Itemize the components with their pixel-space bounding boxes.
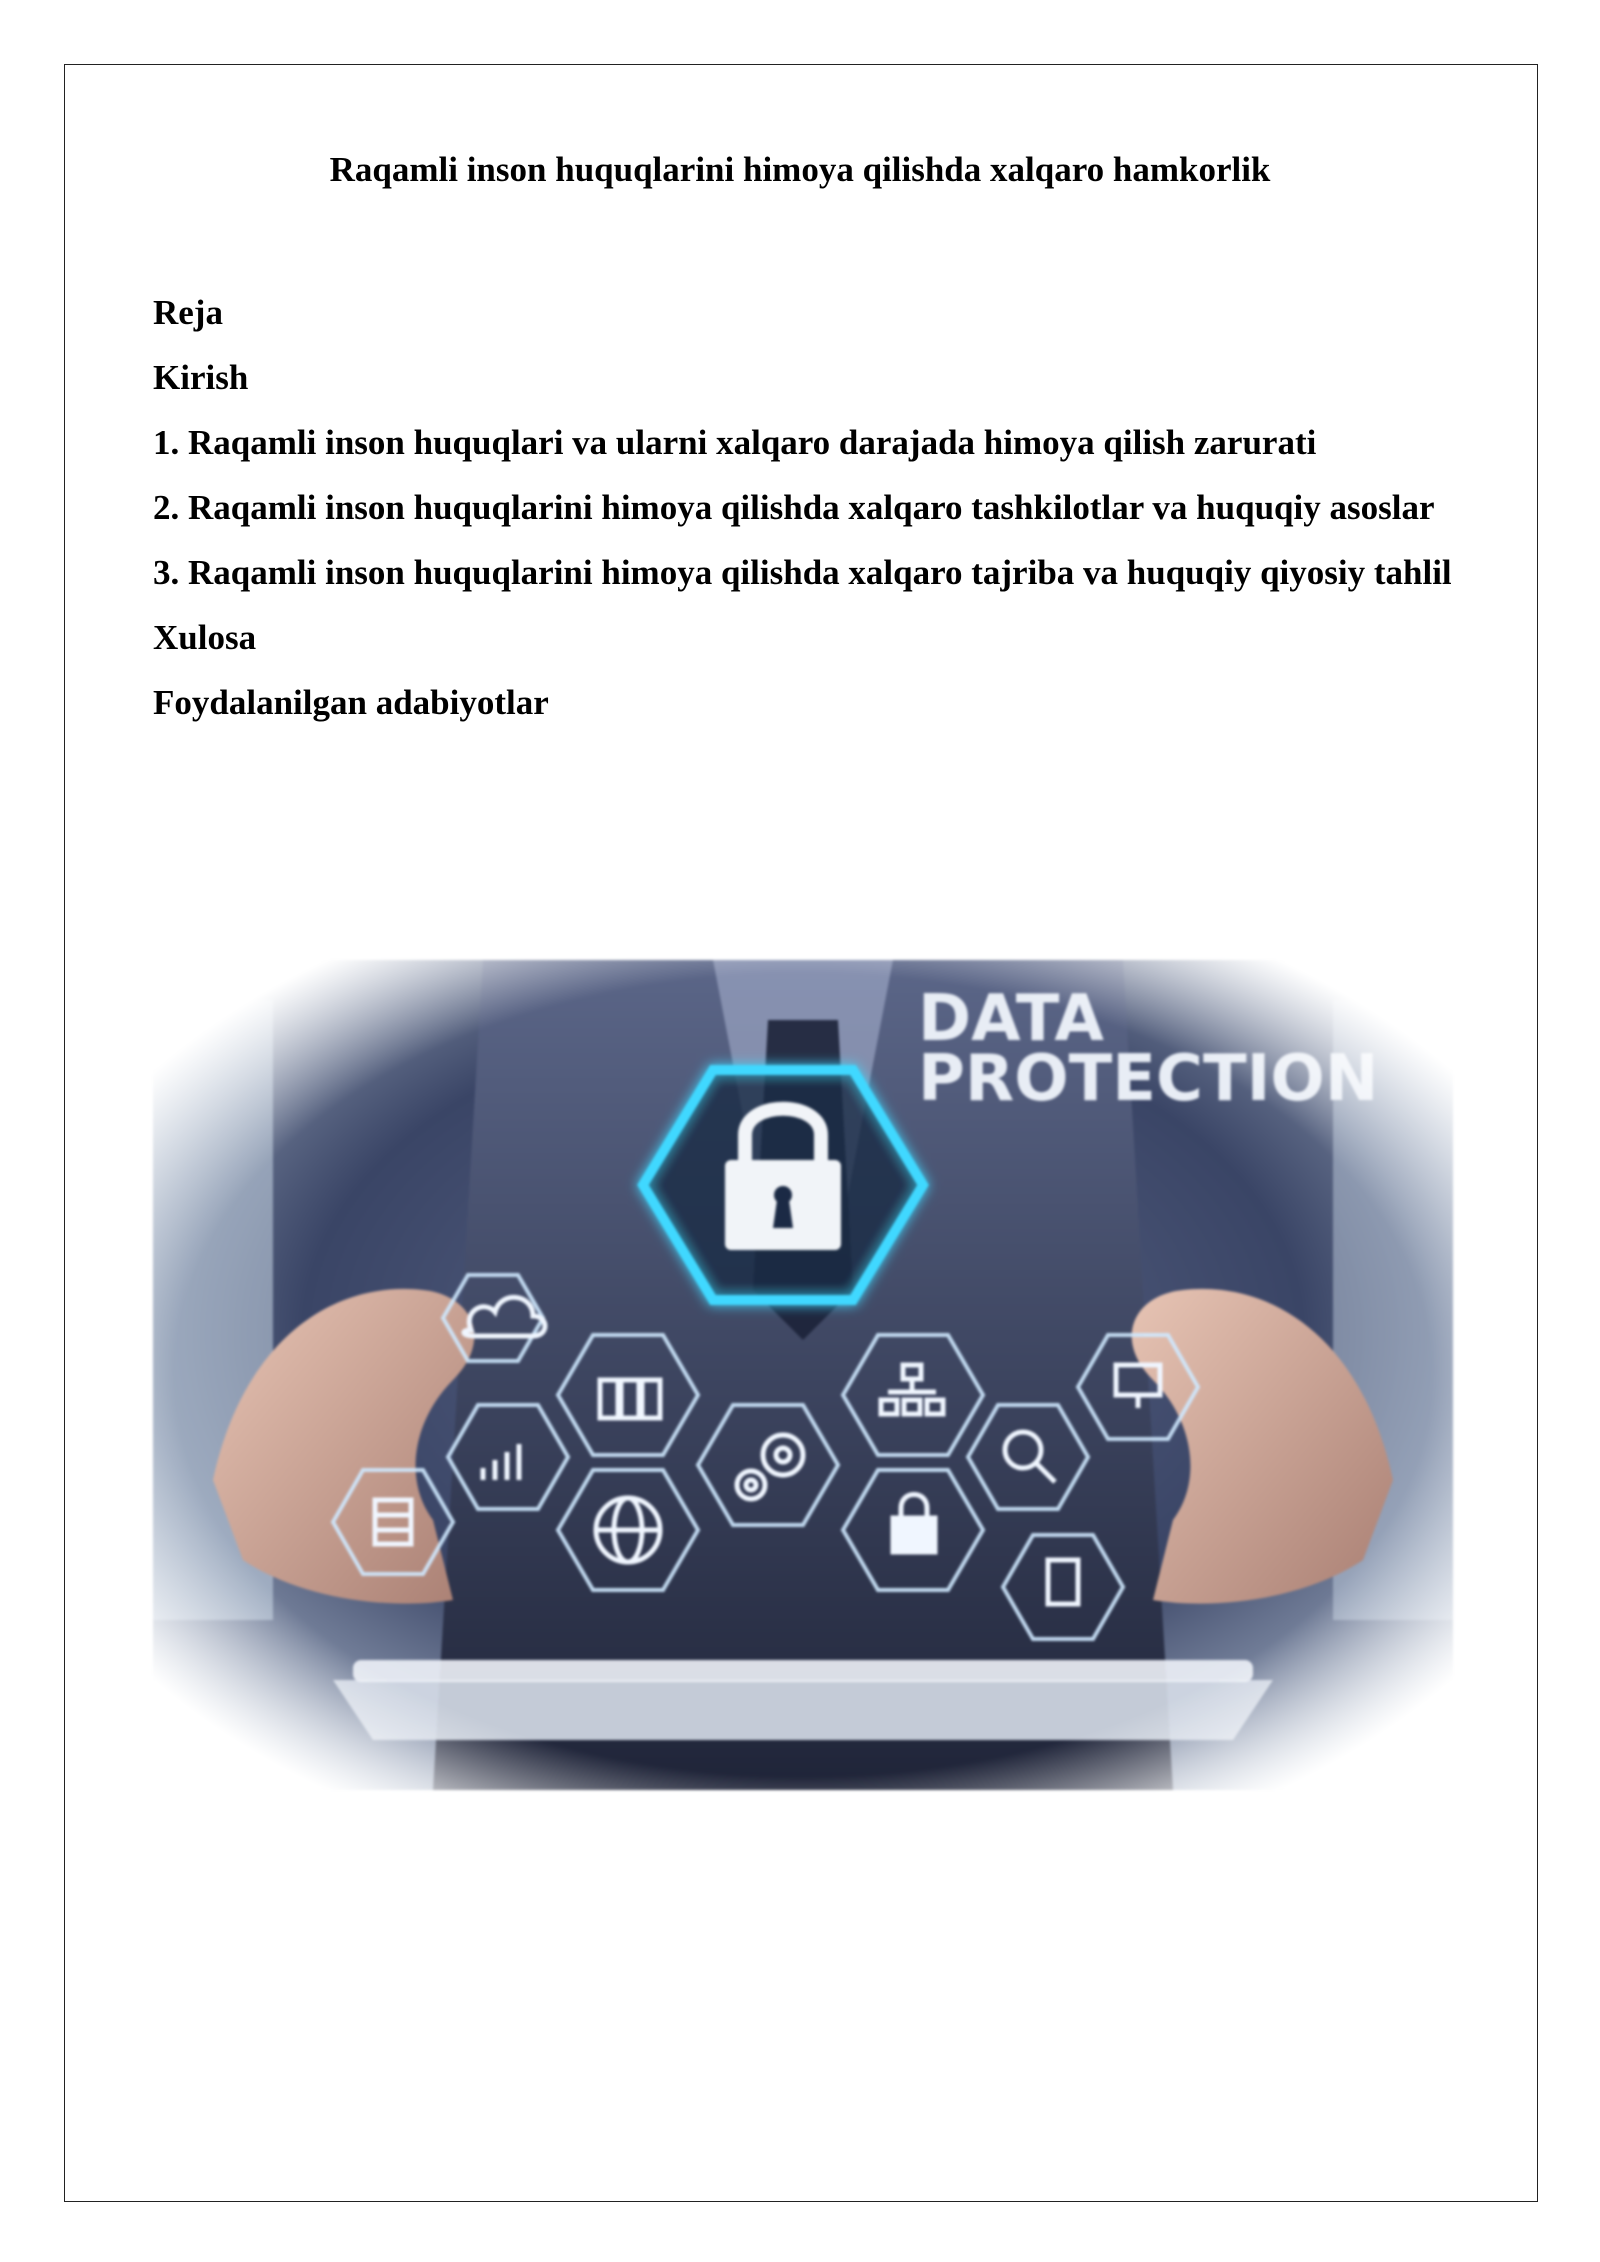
plan-item-intro: Kirish: [153, 358, 249, 397]
document-title: Raqamli inson huquqlarini himoya qilishda xalqaro hamkorlik: [329, 150, 1271, 189]
plan-item-3: 3. Raqamli inson huquqlarini himoya qilishda xalqaro tajriba va huquqiy qiyosiy tahlil: [153, 553, 1452, 592]
data-protection-illustration: [153, 960, 1453, 1790]
plan-item-2: 2. Raqamli inson huquqlarini himoya qilishda xalqaro tashkilotlar va huquqiy asoslar: [153, 488, 1435, 527]
plan-item-references: Foydalanilgan adabiyotlar: [153, 683, 549, 722]
plan-list: [153, 280, 1493, 735]
plan-heading: Reja: [153, 293, 223, 332]
plan-item-1: 1. Raqamli inson huquqlari va ularni xalqaro darajada himoya qilish zarurati: [153, 423, 1317, 462]
plan-item-conclusion: Xulosa: [153, 618, 257, 657]
